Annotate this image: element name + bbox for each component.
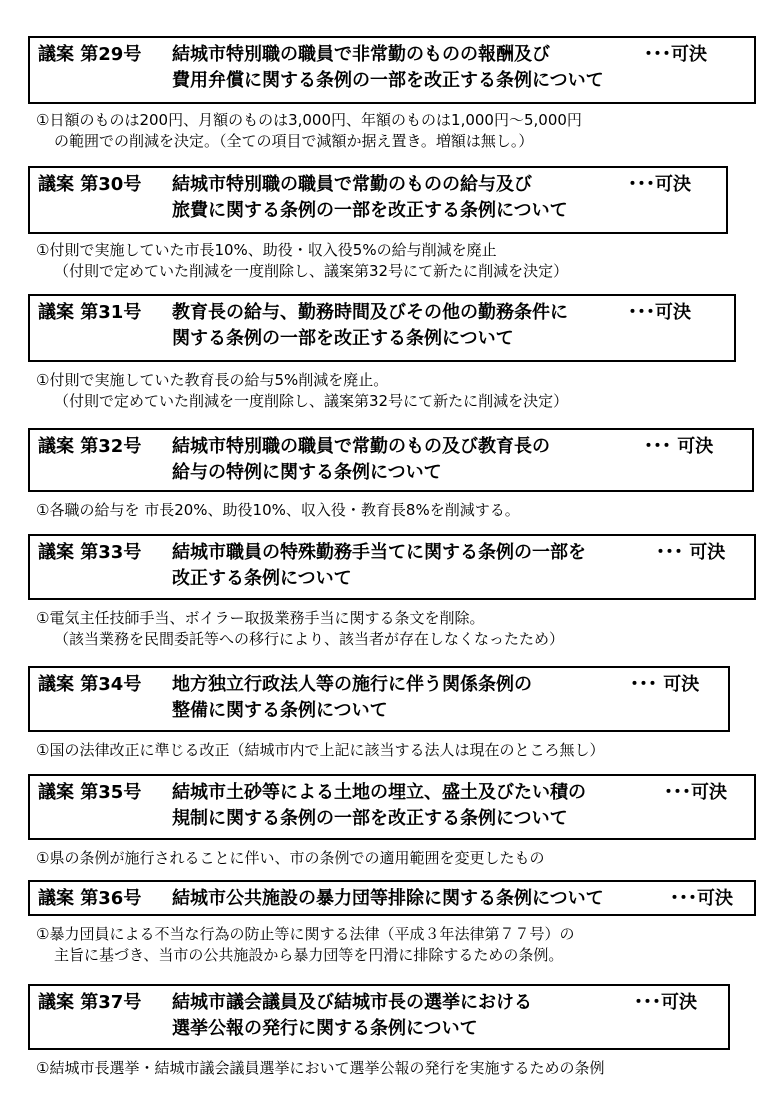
bill-box-36	[28, 880, 756, 916]
bill-result: ･･･可決	[634, 992, 697, 1013]
bill-result: ･･･可決	[670, 888, 733, 909]
bill-number: 議案 第37号	[38, 992, 142, 1013]
bill-result: ･･･可決	[628, 174, 691, 195]
bill-result: ･･･可決	[628, 302, 691, 323]
note-line: ①各職の給与を 市長20%、助役10%、収入役・教育長8%を削減する。	[36, 501, 520, 519]
note-line: （付則で定めていた削減を一度削除し、議案第32号にて新たに削減を決定）	[54, 392, 569, 410]
bill-title	[172, 300, 568, 352]
bill-result: ･･･可決	[664, 782, 727, 803]
bill-note-29	[36, 110, 582, 152]
note-line: ①暴力団員による不当な行為の防止等に関する法律（平成３年法律第７７号）の	[36, 925, 575, 943]
bill-title	[172, 434, 550, 486]
bill-number: 議案 第30号	[38, 174, 142, 195]
note-line: ①県の条例が施行されることに伴い、市の条例での適用範囲を変更したもの	[36, 849, 545, 867]
bill-result: ･･･ 可決	[630, 674, 700, 695]
bill-title	[172, 672, 532, 724]
note-line: 主旨に基づき、当市の公共施設から暴力団等を円滑に排除するための条例。	[54, 946, 564, 964]
bill-note-31	[36, 370, 568, 412]
bill-number: 議案 第34号	[38, 674, 142, 695]
bill-title-line: 給与の特例に関する条例について	[172, 462, 442, 483]
bill-note-32	[36, 500, 520, 521]
bill-result: ･･･可決	[644, 44, 707, 65]
note-line: ①日額のものは200円、月額のものは3,000円、年額のものは1,000円～5,000円	[36, 111, 582, 129]
bill-title-line: 教育長の給与、勤務時間及びその他の勤務条件に	[172, 302, 568, 323]
bill-title-line: 規制に関する条例の一部を改正する条例について	[172, 808, 568, 829]
bill-title-line: 結城市職員の特殊勤務手当てに関する条例の一部を	[172, 542, 586, 563]
bill-note-33	[36, 608, 564, 650]
bill-title-line: 結城市特別職の職員で非常勤のものの報酬及び	[172, 44, 550, 65]
bill-number: 議案 第33号	[38, 542, 142, 563]
note-line: の範囲での削減を決定。（全ての項目で減額か据え置き。増額は無し。）	[54, 132, 534, 150]
bill-number: 議案 第32号	[38, 436, 142, 457]
bill-box-32	[28, 428, 754, 492]
bill-note-34	[36, 740, 604, 761]
note-line: （付則で定めていた削減を一度削除し、議案第32号にて新たに削減を決定）	[54, 262, 569, 280]
bill-title	[172, 990, 532, 1042]
bill-title-line: 結城市公共施設の暴力団等排除に関する条例について	[172, 888, 604, 909]
bill-number: 議案 第36号	[38, 888, 142, 909]
bill-title	[172, 540, 586, 592]
bill-title-line: 費用弁償に関する条例の一部を改正する条例について	[172, 70, 604, 91]
note-line: ①付則で実施していた教育長の給与5%削減を廃止。	[36, 371, 389, 389]
bill-title	[172, 780, 586, 832]
bill-result: ･･･ 可決	[656, 542, 726, 563]
note-line: （該当業務を民間委託等への移行により、該当者が存在しなくなったため）	[54, 630, 565, 648]
note-line: ①付則で実施していた市長10%、助役・収入役5%の給与削減を廃止	[36, 241, 497, 259]
note-line: ①電気主任技師手当、ボイラー取扱業務手当に関する条文を削除。	[36, 609, 485, 627]
bill-title	[172, 886, 604, 912]
bill-note-30	[36, 240, 568, 282]
bill-title-line: 改正する条例について	[172, 568, 352, 589]
bill-note-36	[36, 924, 574, 966]
bill-title-line: 結城市特別職の職員で常勤のものの給与及び	[172, 174, 532, 195]
bill-number: 議案 第35号	[38, 782, 142, 803]
bill-box-35	[28, 774, 756, 840]
bill-title-line: 結城市土砂等による土地の埋立、盛土及びたい積の	[172, 782, 586, 803]
bill-box-37	[28, 984, 730, 1050]
bill-title-line: 整備に関する条例について	[172, 700, 388, 721]
note-line: ①結城市長選挙・結城市議会議員選挙において選挙公報の発行を実施するための条例	[36, 1059, 605, 1077]
bill-title-line: 選挙公報の発行に関する条例について	[172, 1018, 478, 1039]
bill-title-line: 旅費に関する条例の一部を改正する条例について	[172, 200, 568, 221]
bill-note-37	[36, 1058, 604, 1079]
bill-title-line: 関する条例の一部を改正する条例について	[172, 328, 514, 349]
bill-box-34	[28, 666, 730, 732]
bill-box-29	[28, 36, 756, 104]
bill-title-line: 結城市特別職の職員で常勤のもの及び教育長の	[172, 436, 550, 457]
bill-note-35	[36, 848, 544, 869]
note-line: ①国の法律改正に準じる改正（結城市内で上記に該当する法人は現在のところ無し）	[36, 741, 605, 759]
bill-box-31	[28, 294, 736, 362]
bill-result: ･･･ 可決	[644, 436, 714, 457]
bill-title	[172, 172, 568, 224]
bill-title	[172, 42, 604, 94]
bill-title-line: 結城市議会議員及び結城市長の選挙における	[172, 992, 532, 1013]
bill-title-line: 地方独立行政法人等の施行に伴う関係条例の	[172, 674, 532, 695]
bill-number: 議案 第31号	[38, 302, 142, 323]
bill-number: 議案 第29号	[38, 44, 142, 65]
bill-box-30	[28, 166, 728, 234]
bill-box-33	[28, 534, 756, 600]
